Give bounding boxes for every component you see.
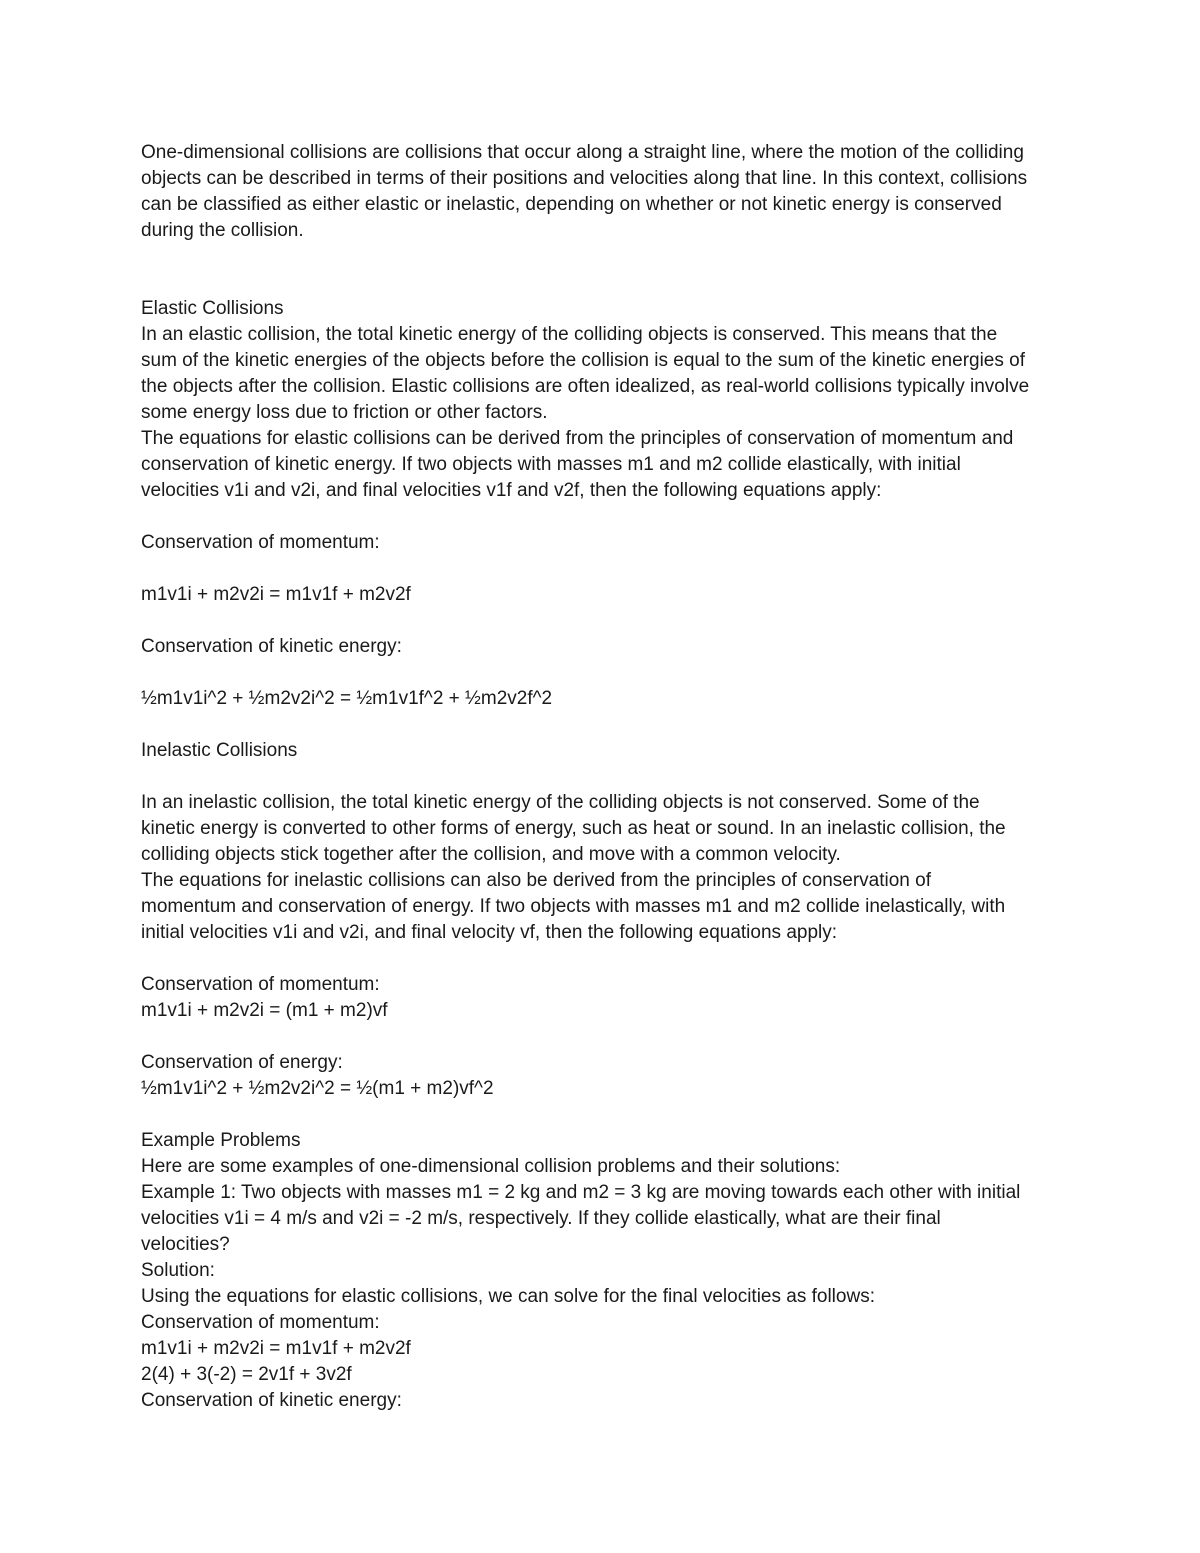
text-line: Example 1: Two objects with masses m1 = 2 kg and m2 = 3 kg are moving towards each other with initial bbox=[141, 1182, 1021, 1203]
equation-line: m1v1i + m2v2i = m1v1f + m2v2f bbox=[141, 1338, 411, 1359]
blank-line bbox=[141, 764, 1061, 790]
blank-line bbox=[141, 1102, 1061, 1128]
text-line: velocities v1i and v2i, and final velocities v1f and v2f, then the following equations apply: bbox=[141, 480, 882, 501]
text-line: One-dimensional collisions are collisions that occur along a straight line, where the motion of the colliding bbox=[141, 142, 1024, 163]
text-line: In an inelastic collision, the total kinetic energy of the colliding objects is not conserved. Some of the bbox=[141, 792, 980, 813]
blank-line bbox=[141, 946, 1061, 972]
blank-line bbox=[141, 660, 1061, 686]
text-line: Conservation of energy: bbox=[141, 1052, 343, 1073]
text-line: Conservation of momentum: bbox=[141, 532, 380, 553]
blank-line bbox=[141, 270, 1061, 296]
text-line: objects can be described in terms of their positions and velocities along that line. In this context, collisions bbox=[141, 168, 1028, 189]
equation-line: m1v1i + m2v2i = (m1 + m2)vf bbox=[141, 1000, 388, 1021]
text-line: Conservation of kinetic energy: bbox=[141, 1390, 402, 1411]
text-line: The equations for elastic collisions can be derived from the principles of conservation of momentum and bbox=[141, 428, 1014, 449]
text-line: velocities v1i = 4 m/s and v2i = -2 m/s, respectively. If they collide elastically, what are their final bbox=[141, 1208, 941, 1229]
text-line: Conservation of momentum: bbox=[141, 1312, 380, 1333]
text-line: initial velocities v1i and v2i, and final velocity vf, then the following equations apply: bbox=[141, 922, 838, 943]
section-heading-elastic: Elastic Collisions bbox=[141, 298, 284, 319]
section-heading-inelastic: Inelastic Collisions bbox=[141, 740, 298, 761]
text-line: kinetic energy is converted to other forms of energy, such as heat or sound. In an inelastic collision, the bbox=[141, 818, 1006, 839]
text-line: can be classified as either elastic or inelastic, depending on whether or not kinetic energy is conserved bbox=[141, 194, 1002, 215]
text-line: Here are some examples of one-dimensional collision problems and their solutions: bbox=[141, 1156, 841, 1177]
blank-line bbox=[141, 608, 1061, 634]
blank-line bbox=[141, 712, 1061, 738]
text-line: velocities? bbox=[141, 1234, 230, 1255]
text-line: momentum and conservation of energy. If two objects with masses m1 and m2 collide inelastically, with bbox=[141, 896, 1006, 917]
blank-line bbox=[141, 504, 1061, 530]
blank-line bbox=[141, 556, 1061, 582]
text-line: during the collision. bbox=[141, 220, 304, 241]
blank-line bbox=[141, 1024, 1061, 1050]
text-line: colliding objects stick together after the collision, and move with a common velocity. bbox=[141, 844, 841, 865]
text-line: Conservation of momentum: bbox=[141, 974, 380, 995]
text-line: the objects after the collision. Elastic collisions are often idealized, as real-world collisions typically involve bbox=[141, 376, 1030, 397]
document-body bbox=[141, 140, 1061, 1414]
text-line: sum of the kinetic energies of the objects before the collision is equal to the sum of the kinetic energies of bbox=[141, 350, 1026, 371]
text-line: conservation of kinetic energy. If two objects with masses m1 and m2 collide elastically, with initial bbox=[141, 454, 961, 475]
text-line: In an elastic collision, the total kinetic energy of the colliding objects is conserved. This means that the bbox=[141, 324, 998, 345]
section-heading-examples: Example Problems bbox=[141, 1130, 301, 1151]
equation-line: m1v1i + m2v2i = m1v1f + m2v2f bbox=[141, 584, 411, 605]
text-line: Solution: bbox=[141, 1260, 215, 1281]
blank-line bbox=[141, 244, 1061, 270]
equation-line: ½m1v1i^2 + ½m2v2i^2 = ½m1v1f^2 + ½m2v2f^2 bbox=[141, 688, 553, 709]
equation-line: ½m1v1i^2 + ½m2v2i^2 = ½(m1 + m2)vf^2 bbox=[141, 1078, 494, 1099]
equation-line: 2(4) + 3(-2) = 2v1f + 3v2f bbox=[141, 1364, 352, 1385]
text-line: Conservation of kinetic energy: bbox=[141, 636, 402, 657]
text-line: Using the equations for elastic collisions, we can solve for the final velocities as follows: bbox=[141, 1286, 875, 1307]
text-line: The equations for inelastic collisions can also be derived from the principles of conservation of bbox=[141, 870, 931, 891]
text-line: some energy loss due to friction or other factors. bbox=[141, 402, 548, 423]
